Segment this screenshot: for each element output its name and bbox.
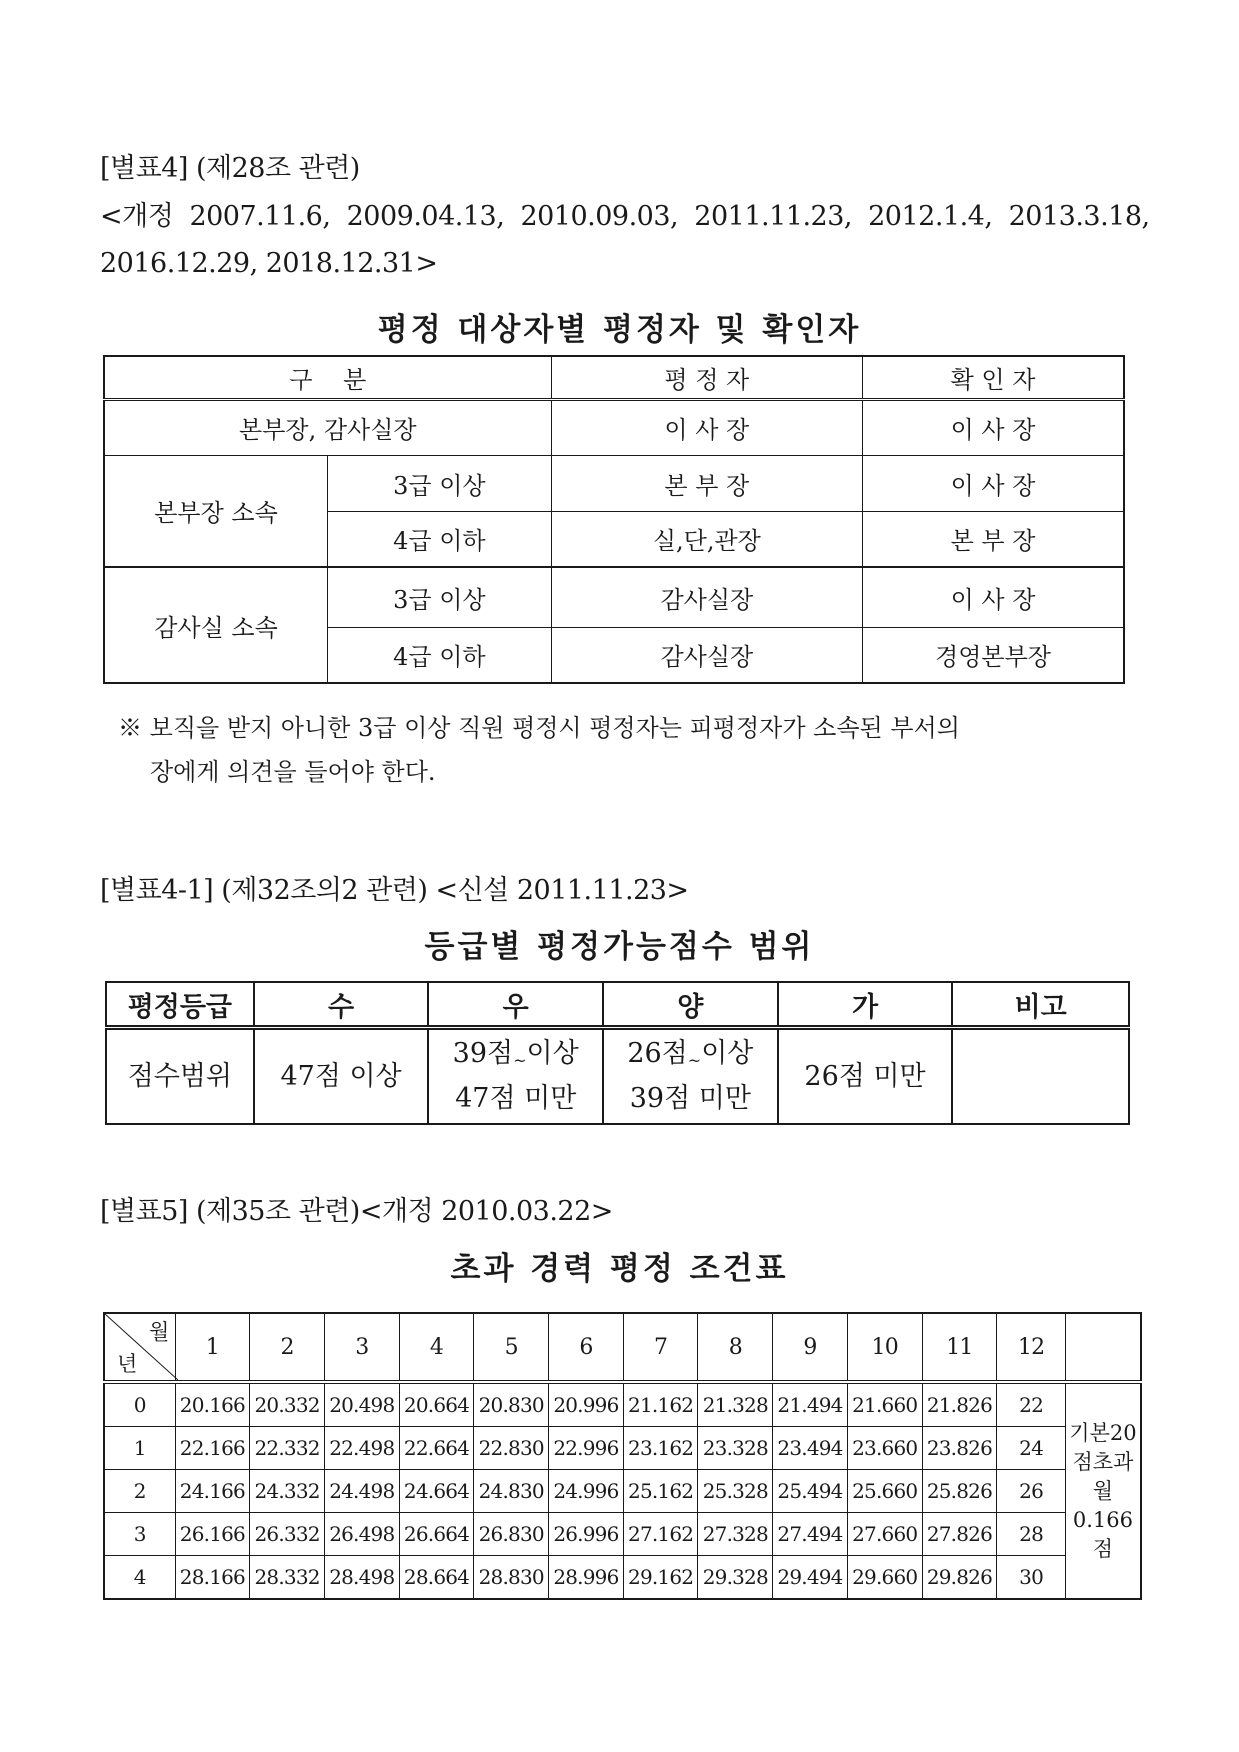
cell-remark — [952, 1028, 1129, 1125]
month-header: 12 — [997, 1313, 1066, 1382]
header-rater: 평 정 자 — [551, 356, 862, 399]
rater-table — [103, 355, 1125, 684]
value-cell: 22.332 — [250, 1427, 325, 1470]
value-cell: 21.660 — [847, 1382, 922, 1427]
value-cell: 23.162 — [623, 1427, 698, 1470]
header-ga: 가 — [778, 982, 953, 1028]
value-cell: 28.498 — [324, 1556, 399, 1600]
table-row — [104, 399, 1124, 455]
value-cell: 23.660 — [847, 1427, 922, 1470]
month-header: 3 — [324, 1313, 399, 1382]
value-cell: 27.328 — [698, 1513, 773, 1556]
value-cell: 27.660 — [847, 1513, 922, 1556]
section4-heading: [별표4] (제28조 관련) — [100, 153, 360, 184]
value-cell: 23.494 — [773, 1427, 848, 1470]
month-header: 4 — [399, 1313, 474, 1382]
header-su: 수 — [254, 982, 429, 1028]
value-cell: 27.162 — [623, 1513, 698, 1556]
value-cell: 28.166 — [175, 1556, 250, 1600]
value-cell: 24.664 — [399, 1470, 474, 1513]
header-u: 우 — [428, 982, 603, 1028]
month-header: 10 — [847, 1313, 922, 1382]
value-cell: 27.494 — [773, 1513, 848, 1556]
value-cell: 20.332 — [250, 1382, 325, 1427]
table-header-row — [106, 982, 1129, 1028]
table-header-row — [104, 1313, 1141, 1382]
year-cell: 1 — [104, 1427, 175, 1470]
value-cell: 23.328 — [698, 1427, 773, 1470]
month-header: 5 — [474, 1313, 549, 1382]
month-header: 8 — [698, 1313, 773, 1382]
row-rater: 이 사 장 — [551, 399, 862, 455]
note-line1: ※ 보직을 받지 아니한 3급 이상 직원 평정시 평정자는 피평정자가 소속된 부서의 — [118, 714, 960, 742]
value-cell: 21.162 — [623, 1382, 698, 1427]
value-cell: 26.166 — [175, 1513, 250, 1556]
value-cell: 29.328 — [698, 1556, 773, 1600]
row-category: 본부장, 감사실장 — [104, 399, 551, 455]
year-cell: 2 — [104, 1470, 175, 1513]
value-cell: 24.166 — [175, 1470, 250, 1513]
value-cell: 20.166 — [175, 1382, 250, 1427]
note-line2: 장에게 의견을 들어야 한다. — [150, 758, 436, 786]
section5-heading: [별표5] (제35조 관련)<개정 2010.03.22> — [100, 1196, 613, 1227]
value-cell: 20.830 — [474, 1382, 549, 1427]
month-header: 7 — [623, 1313, 698, 1382]
value-cell: 29.660 — [847, 1556, 922, 1600]
table-row — [104, 1382, 1141, 1427]
value-cell: 26.830 — [474, 1513, 549, 1556]
value-cell: 22.166 — [175, 1427, 250, 1470]
value-cell: 22 — [997, 1382, 1066, 1427]
row-grade: 4급 이하 — [328, 627, 552, 683]
month-header: 1 — [175, 1313, 250, 1382]
value-cell: 28 — [997, 1513, 1066, 1556]
section4-amend-line1: <개정 2007.11.6, 2009.04.13, 2010.09.03, 2011.11.23, 2012.1.4, 2013.3.18, — [100, 201, 1150, 232]
table-row — [104, 1556, 1141, 1600]
value-cell: 26.498 — [324, 1513, 399, 1556]
row-rater: 감사실장 — [551, 627, 862, 683]
table-row — [104, 1470, 1141, 1513]
year-cell: 3 — [104, 1513, 175, 1556]
year-cell: 4 — [104, 1556, 175, 1600]
value-cell: 24.332 — [250, 1470, 325, 1513]
corner-year: 년 — [117, 1352, 137, 1376]
month-header: 2 — [250, 1313, 325, 1382]
remark-line: 기본20 — [1069, 1420, 1137, 1445]
group-name: 본부장 소속 — [104, 455, 328, 567]
corner-cell — [104, 1313, 175, 1382]
value-cell: 28.830 — [474, 1556, 549, 1600]
section4-amend-line2: 2016.12.29, 2018.12.31> — [100, 248, 438, 279]
row-confirmer: 이 사 장 — [863, 567, 1124, 627]
value-cell: 21.494 — [773, 1382, 848, 1427]
value-cell: 22.996 — [549, 1427, 624, 1470]
row-confirmer: 경영본부장 — [863, 627, 1124, 683]
value-cell: 29.494 — [773, 1556, 848, 1600]
value-cell: 30 — [997, 1556, 1066, 1600]
cell-u: 39점~이상 47점 미만 — [428, 1028, 603, 1125]
value-cell: 25.494 — [773, 1470, 848, 1513]
value-cell: 28.996 — [549, 1556, 624, 1600]
value-cell: 25.162 — [623, 1470, 698, 1513]
header-confirmer: 확 인 자 — [863, 356, 1124, 399]
row-label: 점수범위 — [106, 1028, 254, 1125]
corner-month: 월 — [149, 1320, 169, 1344]
row-confirmer: 이 사 장 — [863, 399, 1124, 455]
value-cell: 23.826 — [922, 1427, 997, 1470]
group-name: 감사실 소속 — [104, 567, 328, 683]
remark-line: 점 — [1092, 1536, 1114, 1561]
header-remark: 비고 — [952, 982, 1129, 1028]
month-header: 11 — [922, 1313, 997, 1382]
value-cell: 29.826 — [922, 1556, 997, 1600]
header-yang: 양 — [603, 982, 778, 1028]
header-category: 구 분 — [104, 356, 551, 399]
value-cell: 22.830 — [474, 1427, 549, 1470]
row-grade: 3급 이상 — [328, 567, 552, 627]
cell-yang: 26점~이상 39점 미만 — [603, 1028, 778, 1125]
value-cell: 20.498 — [324, 1382, 399, 1427]
remark-header — [1065, 1313, 1141, 1382]
value-cell: 24.996 — [549, 1470, 624, 1513]
section4-1-title: 등급별 평정가능점수 범위 — [424, 929, 815, 965]
value-cell: 26.664 — [399, 1513, 474, 1556]
month-header: 6 — [549, 1313, 624, 1382]
year-cell: 0 — [104, 1382, 175, 1427]
table-header-row — [104, 356, 1124, 399]
row-rater: 감사실장 — [551, 567, 862, 627]
value-cell: 22.664 — [399, 1427, 474, 1470]
cell-ga: 26점 미만 — [778, 1028, 953, 1125]
value-cell: 29.162 — [623, 1556, 698, 1600]
value-cell: 26.996 — [549, 1513, 624, 1556]
value-cell: 24.498 — [324, 1470, 399, 1513]
value-cell: 25.660 — [847, 1470, 922, 1513]
row-rater: 본 부 장 — [551, 455, 862, 511]
excess-career-table — [103, 1312, 1142, 1600]
table-row — [104, 1427, 1141, 1470]
value-cell: 25.826 — [922, 1470, 997, 1513]
value-cell: 25.328 — [698, 1470, 773, 1513]
row-confirmer: 이 사 장 — [863, 455, 1124, 511]
value-cell: 26 — [997, 1470, 1066, 1513]
section4-title: 평정 대상자별 평정자 및 확인자 — [377, 312, 862, 348]
row-rater: 실,단,관장 — [551, 511, 862, 567]
value-cell: 28.664 — [399, 1556, 474, 1600]
value-cell: 21.328 — [698, 1382, 773, 1427]
section4-1-heading: [별표4-1] (제32조의2 관련) <신설 2011.11.23> — [100, 875, 689, 906]
row-grade: 4급 이하 — [328, 511, 552, 567]
grade-score-table — [105, 981, 1130, 1125]
table-row — [104, 455, 1124, 511]
remark-cell — [1065, 1382, 1141, 1599]
value-cell: 22.498 — [324, 1427, 399, 1470]
value-cell: 27.826 — [922, 1513, 997, 1556]
value-cell: 24.830 — [474, 1470, 549, 1513]
row-grade: 3급 이상 — [328, 455, 552, 511]
month-header: 9 — [773, 1313, 848, 1382]
value-cell: 20.664 — [399, 1382, 474, 1427]
header-grade: 평정등급 — [106, 982, 254, 1028]
value-cell: 28.332 — [250, 1556, 325, 1600]
table-row — [106, 1028, 1129, 1125]
value-cell: 26.332 — [250, 1513, 325, 1556]
value-cell: 20.996 — [549, 1382, 624, 1427]
value-cell: 21.826 — [922, 1382, 997, 1427]
table-row — [104, 1513, 1141, 1556]
cell-su: 47점 이상 — [254, 1028, 429, 1125]
remark-line: 월0.166 — [1072, 1478, 1133, 1532]
remark-line: 점초과 — [1072, 1449, 1134, 1474]
value-cell: 24 — [997, 1427, 1066, 1470]
section5-title: 초과 경력 평정 조건표 — [450, 1251, 789, 1287]
row-confirmer: 본 부 장 — [863, 511, 1124, 567]
table-row — [104, 567, 1124, 627]
